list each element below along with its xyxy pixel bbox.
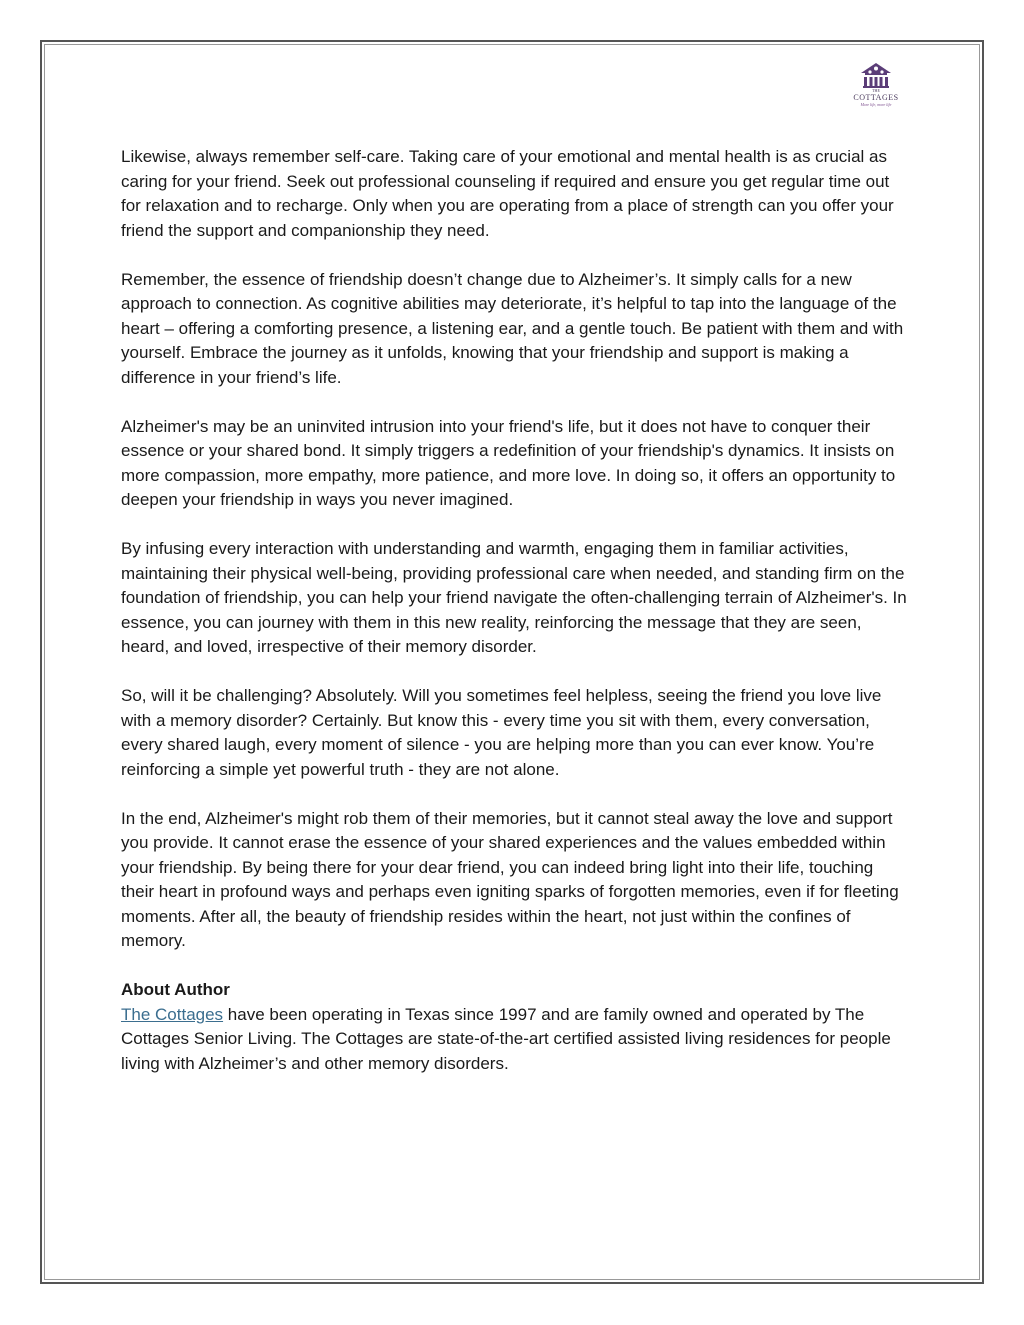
cottages-logo [844, 62, 908, 118]
paragraph-self-care: Likewise, always remember self-care. Taking care of your emotional and mental health is as crucial as caring for your friend. Seek out professional counseling if required and ensure you get regular time out for relaxation and to recharge. Only when you are operating from a place of strength can you offer your friend the support and companionship they need. [121, 147, 894, 240]
article-body [121, 145, 909, 1076]
about-author-heading: About Author [121, 980, 230, 999]
about-author-text [121, 1003, 909, 1077]
paragraph-in-the-end: In the end, Alzheimer's might rob them of their memories, but it cannot steal away the love and support you provide. It cannot erase the essence of your shared experiences and the values embedded within your friendship. By being there for your dear friend, you can indeed bring light into their life, touching their heart in profound ways and perhaps even igniting sparks of forgotten memories, even if for fleeting moments. After all, the beauty of friendship resides within the heart, not just within the confines of memory. [121, 808, 899, 950]
paragraph-essence: Remember, the essence of friendship doesn’t change due to Alzheimer’s. It simply calls for a new approach to connection. As cognitive abilities may deteriorate, it’s helpful to tap into the language of the heart – offering a comforting presence, a listening ear, and a gentle touch. Be patient with them and with yourself. Embrace the journey as it unfolds, knowing that your friendship and support is making a difference in your friend’s life. [121, 269, 904, 387]
paragraph-interaction: By infusing every interaction with understanding and warmth, engaging them in familiar activities, maintaining their physical well-being, providing professional care when needed, and standing firm on the foundation of friendship, you can help your friend navigate the often-challenging terrain of Alzheimer's. In essence, you can journey with them in this new reality, reinforcing the message that they are seen, heard, and loved, irrespective of their memory disorder. [121, 539, 907, 656]
cottage-roof-icon [860, 62, 892, 88]
about-author-body: have been operating in Texas since 1997 and are family owned and operated by The Cottages Senior Living. The Cottages are state-of-the-art certified assisted living residences for people living with Alzheimer’s and other memory disorders. [121, 1004, 891, 1073]
logo-the: THE [872, 88, 880, 93]
logo-name: COTTAGES [853, 93, 899, 102]
the-cottages-link[interactable]: The Cottages [121, 1004, 224, 1024]
paragraph-challenging: So, will it be challenging? Absolutely. Will you sometimes feel helpless, seeing the friend you love live with a memory disorder? Certainly. But know this - every time you sit with them, every conversation, every shared laugh, every moment of silence - you are helping more than you can ever know. You’re reinforcing a simple yet powerful truth - they are not alone. [121, 686, 882, 779]
paragraph-intrusion: Alzheimer's may be an uninvited intrusion into your friend's life, but it does not have to conquer their essence or your shared bond. It simply triggers a redefinition of your friendship's dynamics. It insists on more compassion, more empathy, more patience, and more love. In doing so, it offers an opportunity to deepen your friendship in ways you never imagined. [121, 416, 896, 509]
logo-tagline: More life, more life [860, 102, 892, 107]
